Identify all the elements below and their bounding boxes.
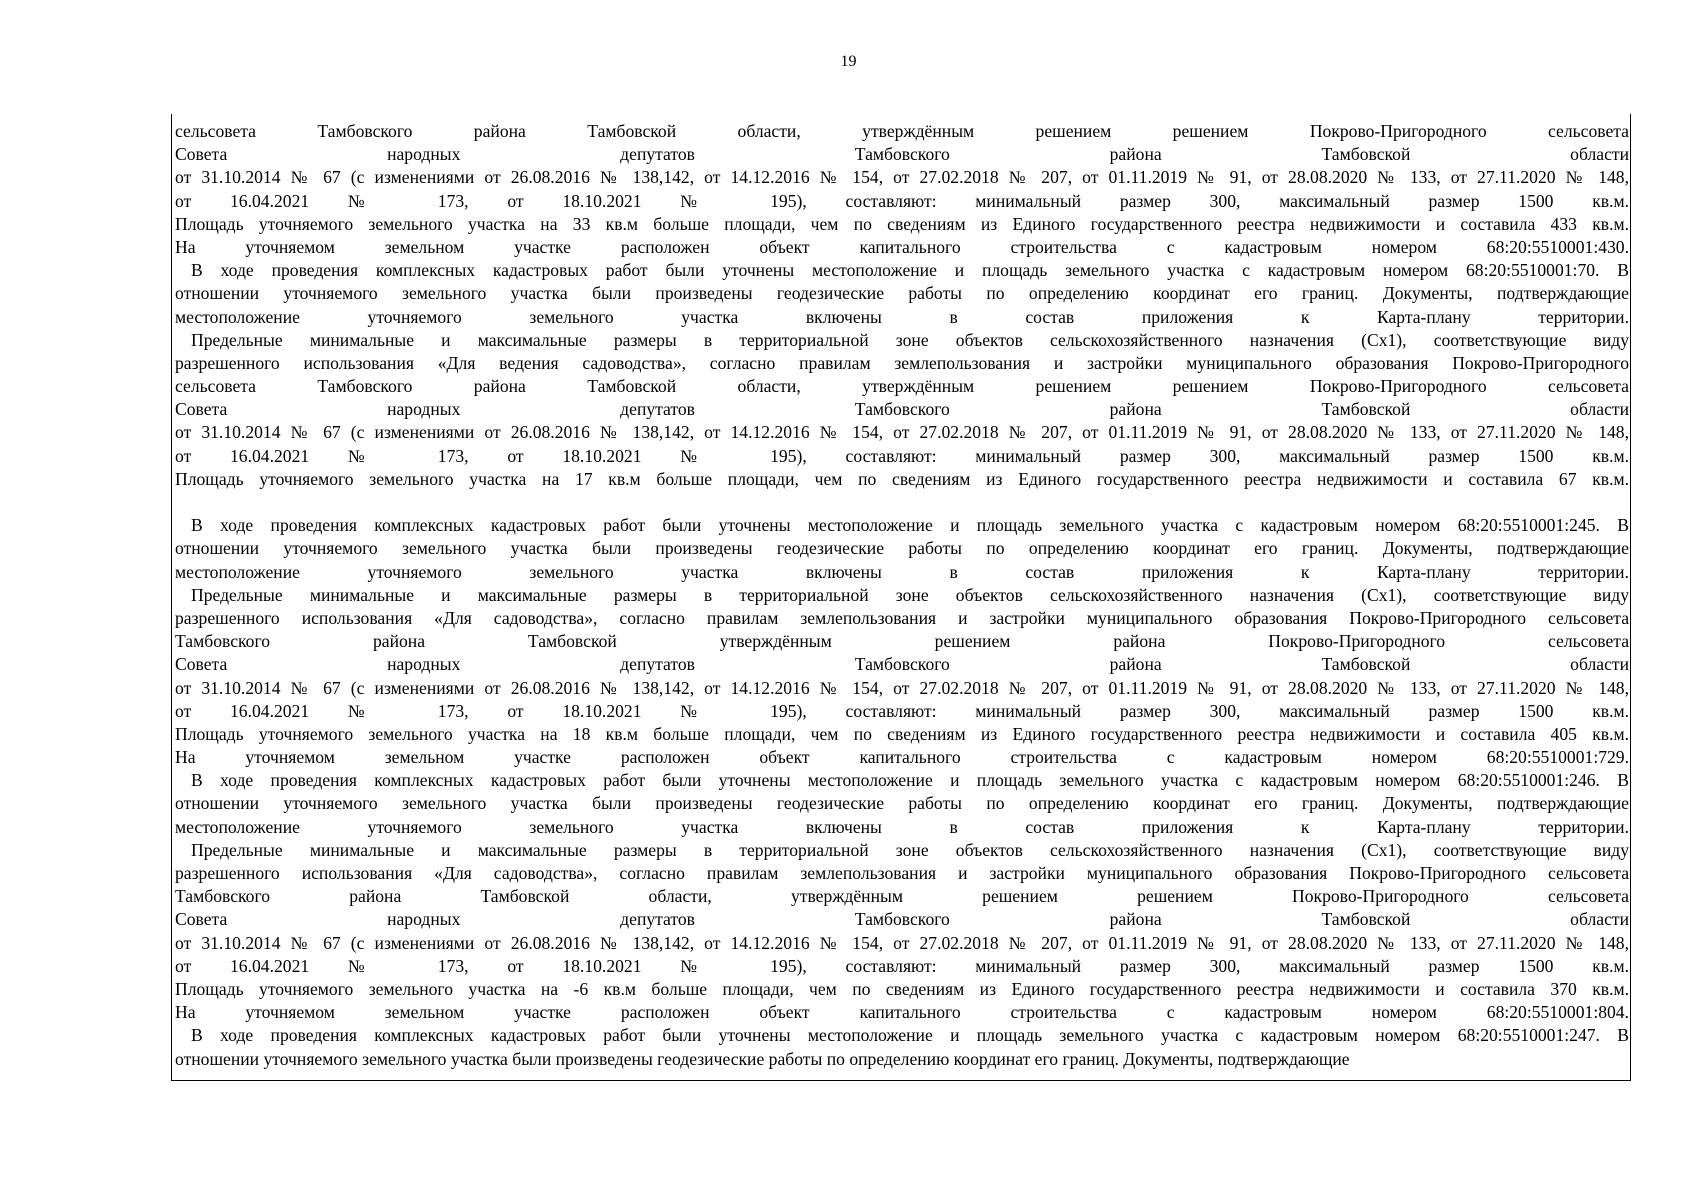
text-line: сельсовета Тамбовского района Тамбовской области, утверждённым решением решением Покрово-Пригородного сельсовета [175, 376, 1629, 397]
text-line: от 16.04.2021 № 173, от 18.10.2021 № 195), составляют: минимальный размер 300, максимальный размер 1500 кв.м. [175, 955, 1629, 976]
text-line: отношении уточняемого земельного участка были произведены геодезические работы по определению координат его границ. Документы, подтверждающие [175, 283, 1629, 304]
text-line: В ходе проведения комплексных кадастровых работ были уточнены местоположение и площадь земельного участка с кадастровым номером 68:20:5510001:245. В [191, 515, 1629, 536]
text-line: На уточняемом земельном участке расположен объект капитального строительства с кадастровым номером 68:20:5510001:430. [175, 236, 1629, 257]
text-line: местоположение уточняемого земельного участка включены в состав приложения к Карта-плану территории. [175, 561, 1629, 582]
blank-line [175, 491, 1629, 514]
text-line: разрешенного использования «Для садоводства», согласно правилам землепользования и застройки муниципального образования Покрово-Пригородного сельсовета [175, 863, 1629, 883]
text-line: отношении уточняемого земельного участка были произведены геодезические работы по определению координат его границ. Документы, подтверждающие [175, 1048, 1350, 1069]
page-number: 19 [840, 53, 857, 70]
text-line: На уточняемом земельном участке расположен объект капитального строительства с кадастровым номером 68:20:5510001:729. [175, 747, 1629, 768]
text-line: от 31.10.2014 № 67 (с изменениями от 26.08.2016 № 138,142, от 14.12.2016 № 154, от 27.02.2018 № 207, от 01.11.2019 № 91, от 28.08.2020 № 133, от 27.11.2020 № 148, [175, 167, 1629, 188]
document-body [175, 120, 1629, 1071]
text-line: В ходе проведения комплексных кадастровых работ были уточнены местоположение и площадь земельного участка с кадастровым номером 68:20:5510001:246. В [191, 770, 1629, 791]
text-line: сельсовета Тамбовского района Тамбовской области, утверждённым решением решением Покрово-Пригородного сельсовета [175, 121, 1629, 141]
text-line: от 31.10.2014 № 67 (с изменениями от 26.08.2016 № 138,142, от 14.12.2016 № 154, от 27.02.2018 № 207, от 01.11.2019 № 91, от 28.08.2020 № 133, от 27.11.2020 № 148, [175, 677, 1629, 698]
text-line: Тамбовского района Тамбовской области, утверждённым решением решением Покрово-Пригородного сельсовета [175, 886, 1629, 907]
text-line: Площадь уточняемого земельного участка на -6 кв.м больше площади, чем по сведениям из Единого государственного реестра недвижимости и составила 370 кв.м. [175, 978, 1629, 999]
text-line: Совета народных депутатов Тамбовского района Тамбовской области [175, 909, 1629, 930]
text-line: от 16.04.2021 № 173, от 18.10.2021 № 195), составляют: минимальный размер 300, максимальный размер 1500 кв.м. [175, 190, 1629, 211]
text-line: Площадь уточняемого земельного участка на 17 кв.м больше площади, чем по сведениям из Единого государственного реестра недвижимости и составила 67 кв.м. [175, 468, 1629, 489]
text-line: разрешенного использования «Для ведения садоводства», согласно правилам землепользования и застройки муниципального образования Покрово-Пригородного [175, 352, 1629, 373]
text-line: Предельные минимальные и максимальные размеры в территориальной зоне объектов сельскохозяйственного назначения (Сх1), соответствующие виду [191, 584, 1629, 605]
text-line: отношении уточняемого земельного участка были произведены геодезические работы по определению координат его границ. Документы, подтверждающие [175, 793, 1629, 814]
text-line: На уточняемом земельном участке расположен объект капитального строительства с кадастровым номером 68:20:5510001:804. [175, 1002, 1629, 1023]
text-line: отношении уточняемого земельного участка были произведены геодезические работы по определению координат его границ. Документы, подтверждающие [175, 538, 1629, 559]
text-line: местоположение уточняемого земельного участка включены в состав приложения к Карта-плану территории. [175, 816, 1629, 837]
text-line: В ходе проведения комплексных кадастровых работ были уточнены местоположение и площадь земельного участка с кадастровым номером 68:20:5510001:70. В [191, 260, 1629, 281]
text-line: от 31.10.2014 № 67 (с изменениями от 26.08.2016 № 138,142, от 14.12.2016 № 154, от 27.02.2018 № 207, от 01.11.2019 № 91, от 28.08.2020 № 133, от 27.11.2020 № 148, [175, 422, 1629, 443]
text-frame [171, 114, 1631, 1081]
text-line: Площадь уточняемого земельного участка на 18 кв.м больше площади, чем по сведениям из Единого государственного реестра недвижимости и составила 405 кв.м. [175, 723, 1629, 744]
text-line: Совета народных депутатов Тамбовского района Тамбовской области [175, 399, 1629, 420]
text-line: Совета народных депутатов Тамбовского района Тамбовской области [175, 654, 1629, 675]
text-line: Тамбовского района Тамбовской утверждённым решением района Покрово-Пригородного сельсовета [175, 631, 1629, 652]
text-line: В ходе проведения комплексных кадастровых работ были уточнены местоположение и площадь земельного участка с кадастровым номером 68:20:5510001:247. В [191, 1025, 1629, 1046]
text-line: от 31.10.2014 № 67 (с изменениями от 26.08.2016 № 138,142, от 14.12.2016 № 154, от 27.02.2018 № 207, от 01.11.2019 № 91, от 28.08.2020 № 133, от 27.11.2020 № 148, [175, 932, 1629, 953]
text-line: Предельные минимальные и максимальные размеры в территориальной зоне объектов сельскохозяйственного назначения (Сх1), соответствующие виду [191, 839, 1629, 860]
text-line: Совета народных депутатов Тамбовского района Тамбовской области [175, 144, 1629, 165]
text-line: от 16.04.2021 № 173, от 18.10.2021 № 195), составляют: минимальный размер 300, максимальный размер 1500 кв.м. [175, 445, 1629, 466]
text-line: местоположение уточняемого земельного участка включены в состав приложения к Карта-плану территории. [175, 306, 1629, 327]
text-line: разрешенного использования «Для садоводства», согласно правилам землепользования и застройки муниципального образования Покрово-Пригородного сельсовета [175, 607, 1629, 628]
text-line: от 16.04.2021 № 173, от 18.10.2021 № 195), составляют: минимальный размер 300, максимальный размер 1500 кв.м. [175, 700, 1629, 721]
text-line: Предельные минимальные и максимальные размеры в территориальной зоне объектов сельскохозяйственного назначения (Сх1), соответствующие виду [191, 329, 1629, 350]
text-line: Площадь уточняемого земельного участка на 33 кв.м больше площади, чем по сведениям из Единого государственного реестра недвижимости и составила 433 кв.м. [175, 213, 1629, 234]
